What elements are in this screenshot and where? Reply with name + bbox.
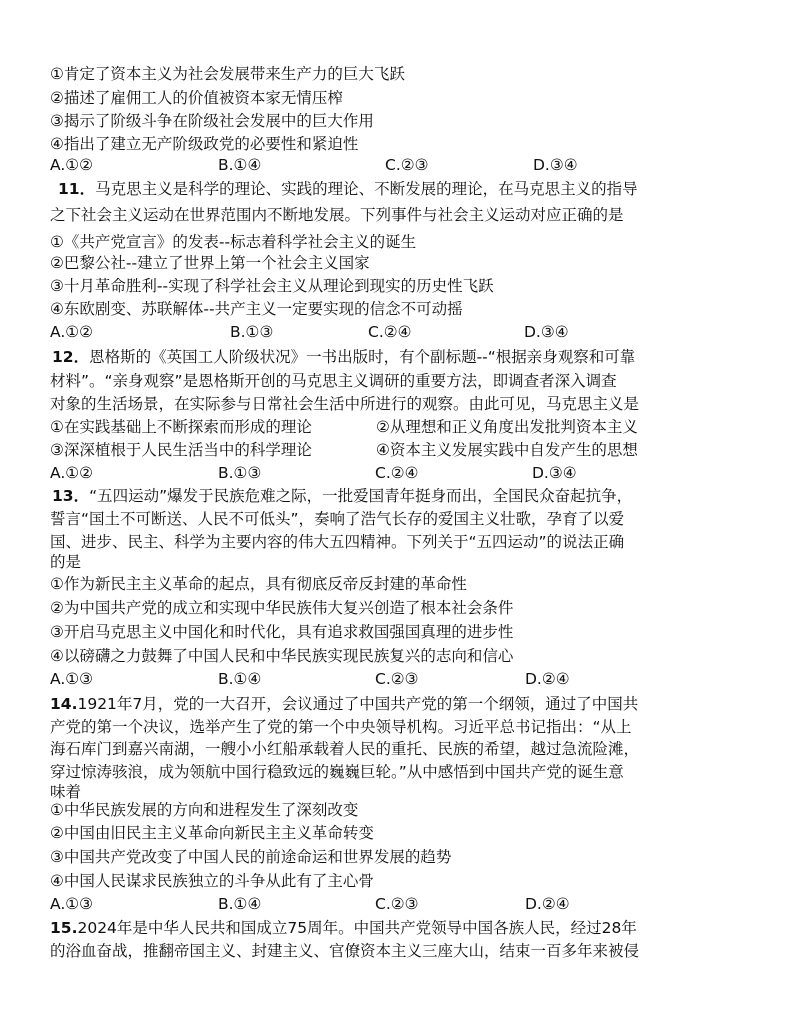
q13-item-4: ④以磅礴之力鼓舞了中国人民和中华民族实现民族复兴的志向和信心 — [50, 647, 514, 665]
q14-option-b: B.①④ — [218, 895, 262, 913]
q10-option-b: B.①④ — [218, 156, 262, 174]
q11-option-d: D.③④ — [524, 323, 569, 341]
q14-item-1: ①中华民族发展的方向和进程发生了深刻改变 — [50, 801, 359, 819]
q12-item-1: ①在实践基础上不断探索而形成的理论 — [50, 418, 312, 436]
q12-stem-line3: 对象的生活场景，在实际参与日常社会生活中所进行的观察。由此可见，马克思主义是 — [50, 395, 640, 413]
q13-stem-text1: “五四运动”爆发于民族危难之际，一批爱国青年挺身而出，全国民众奋起抗争， — [89, 487, 633, 505]
q11-option-b: B.①③ — [230, 323, 274, 341]
q14-option-c: C.②③ — [375, 895, 419, 913]
q15-stem-text1: 2024年是中华人民共和国成立75周年。中国共产党领导中国各族人民，经过28年 — [77, 919, 637, 937]
q15-stem-line2: 的浴血奋战，推翻帝国主义、封建主义、官僚资本主义三座大山，结束一百多年来被侵 — [50, 942, 640, 960]
q12-number: 12． — [52, 348, 90, 366]
q11-number: 11． — [58, 180, 96, 198]
q13-stem-line3: 国、进步、民主、科学为主要内容的伟大五四精神。下列关于“五四运动”的说法正确 — [50, 533, 625, 551]
q12-item-3: ③深深植根于人民生活当中的科学理论 — [50, 441, 312, 459]
q13-stem-line1 — [52, 485, 748, 507]
q13-stem-line4: 的是 — [50, 553, 82, 571]
q11-item-1: ①《共产党宣言》的发表--标志着科学社会主义的诞生 — [50, 233, 417, 251]
q14-stem-line3: 海石库门到嘉兴南湖，一艘小小红船承载着人民的重托、民族的希望，越过急流险滩， — [50, 740, 640, 758]
q14-stem-line2: 产党的第一个决议，选举产生了党的第一个中央领导机构。习近平总书记指出：“从上 — [50, 718, 632, 736]
q12-stem-text1: 恩格斯的《英国工人阶级状况》一书出版时，有个副标题--“根据亲身观察和可靠 — [89, 348, 636, 366]
q14-item-3: ③中国共产党改变了中国人民的前途命运和世界发展的趋势 — [50, 848, 452, 866]
q12-item-4: ④资本主义发展实践中自发产生的思想 — [376, 441, 638, 459]
q12-stem-line2: 材料”。“亲身观察”是恩格斯开创的马克思主义调研的重要方法，即调查者深入调查 — [50, 372, 617, 390]
q11-stem-line1 — [58, 178, 748, 200]
q11-item-2: ②巴黎公社--建立了世界上第一个社会主义国家 — [50, 254, 370, 272]
q12-option-c: C.②④ — [375, 464, 419, 482]
q14-item-2: ②中国由旧民主主义革命向新民主主义革命转变 — [50, 824, 374, 842]
q13-item-2: ②为中国共产党的成立和实现中华民族伟大复兴创造了根本社会条件 — [50, 599, 514, 617]
q11-item-4: ④东欧剧变、苏联解体--共产主义一定要实现的信念不可动摇 — [50, 300, 463, 318]
q11-stem-text1: 马克思主义是科学的理论、实践的理论、不断发展的理论，在马克思主义的指导 — [95, 180, 638, 198]
q10-option-a: A.①② — [50, 156, 94, 174]
q13-stem-line2: 誓言“国土不可断送、人民不可低头”，奏响了浩气长存的爱国主义壮歌，孕育了以爱 — [50, 510, 625, 528]
q12-option-a: A.①② — [50, 464, 94, 482]
q10-item-2: ②描述了雇佣工人的价值被资本家无情压榨 — [50, 89, 343, 107]
q14-stem-line5: 味着 — [50, 783, 82, 801]
q14-item-4: ④中国人民谋求民族独立的斗争从此有了主心骨 — [50, 872, 374, 890]
q11-option-a: A.①② — [50, 323, 94, 341]
q15-number: 15. — [50, 919, 78, 937]
q12-stem-line1 — [52, 346, 748, 368]
q10-option-c: C.②③ — [385, 156, 429, 174]
q13-option-b: B.①④ — [218, 670, 262, 688]
q11-item-3: ③十月革命胜利--实现了科学社会主义从理论到现实的历史性飞跃 — [50, 277, 494, 295]
q10-item-3: ③揭示了阶级斗争在阶级社会发展中的巨大作用 — [50, 112, 374, 130]
q13-number: 13． — [52, 487, 90, 505]
q12-option-b: B.①③ — [218, 464, 262, 482]
q11-stem-line2: 之下社会主义运动在世界范围内不断地发展。下列事件与社会主义运动对应正确的是 — [50, 206, 624, 224]
q14-stem-line1 — [50, 693, 750, 715]
q14-stem-text1: 1921年7月，党的一大召开，会议通过了中国共产党的第一个纲领，通过了中国共 — [77, 695, 639, 713]
q13-option-c: C.②③ — [375, 670, 419, 688]
q15-stem-line1 — [50, 917, 750, 939]
q10-item-4: ④指出了建立无产阶级政党的必要性和紧迫性 — [50, 135, 359, 153]
q13-option-a: A.①③ — [50, 670, 94, 688]
q11-option-c: C.②④ — [368, 323, 412, 341]
q12-item-2: ②从理想和正义角度出发批判资本主义 — [376, 418, 638, 436]
q13-item-3: ③开启马克思主义中国化和时代化，具有追求救国强国真理的进步性 — [50, 623, 514, 641]
q13-item-1: ①作为新民主主义革命的起点，具有彻底反帝反封建的革命性 — [50, 575, 467, 593]
q10-item-1: ①肯定了资本主义为社会发展带来生产力的巨大飞跃 — [50, 65, 405, 83]
q14-option-a: A.①③ — [50, 895, 94, 913]
q10-option-d: D.③④ — [533, 156, 578, 174]
q12-option-d: D.③④ — [532, 464, 577, 482]
q14-stem-line4: 穿过惊涛骇浪，成为领航中国行稳致远的巍巍巨轮。”从中感悟到中国共产党的诞生意 — [50, 763, 624, 781]
q13-option-d: D.②④ — [525, 670, 570, 688]
q14-option-d: D.②④ — [525, 895, 570, 913]
q14-number: 14. — [50, 695, 78, 713]
